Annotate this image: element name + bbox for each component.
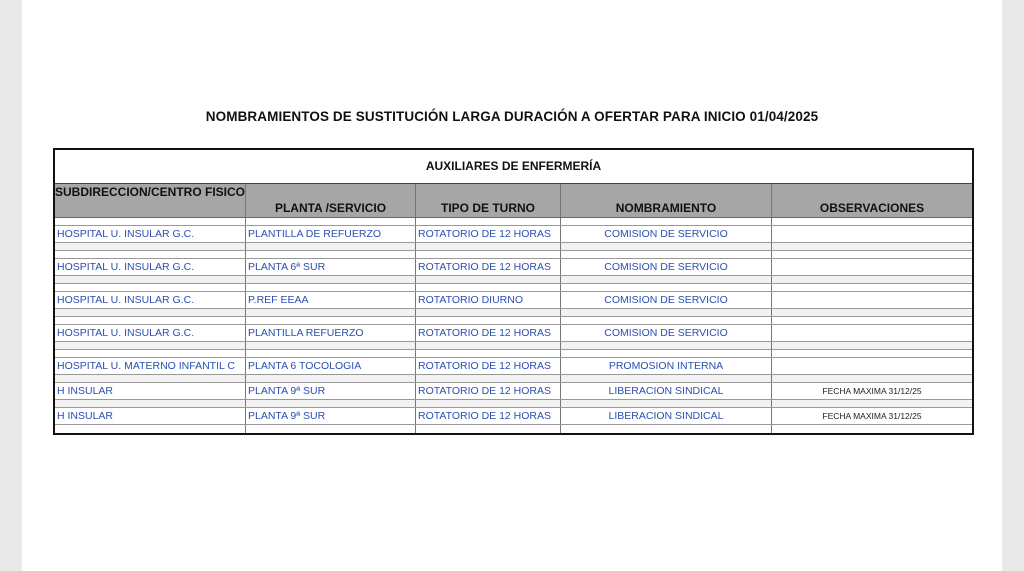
cell-observaciones [772,226,972,242]
document-title: NOMBRAMIENTOS DE SUSTITUCIÓN LARGA DURACIÓN A OFERTAR PARA INICIO 01/04/2025 [205,109,819,124]
header-turno: TIPO DE TURNO [416,184,561,217]
cell-observaciones: FECHA MAXIMA 31/12/25 [822,386,922,396]
cell-observaciones [772,325,972,341]
cell-planta: PLANTA 6 TOCOLOGIA [246,358,416,374]
cell-observaciones [772,358,972,374]
document-page [22,0,1002,571]
spacer-row [55,342,972,350]
cell-nombramiento: COMISION DE SERVICIO [561,325,772,341]
header-planta: PLANTA /SERVICIO [246,184,416,217]
table-row [55,226,972,243]
spacer-row [55,309,972,317]
spacer-row [55,251,972,259]
cell-centro: HOSPITAL U. INSULAR G.C. [55,292,246,308]
spacer-row [55,243,972,251]
cell-turno: ROTATORIO DE 12 HORAS [416,325,561,341]
cell-centro: H INSULAR [55,408,246,424]
cell-observaciones: FECHA MAXIMA 31/12/25 [822,411,922,421]
spacer-row [55,284,972,292]
cell-planta: PLANTA 6ª SUR [246,259,416,275]
cell-centro: HOSPITAL U. INSULAR G.C. [55,226,246,242]
cell-planta: P.REF EEAA [246,292,416,308]
cell-centro: H INSULAR [55,383,246,399]
cell-turno: ROTATORIO DE 12 HORAS [416,408,561,424]
table-row [55,292,972,309]
cell-planta: PLANTILLA DE REFUERZO [246,226,416,242]
cell-planta: PLANTA 9ª SUR [246,383,416,399]
cell-nombramiento: PROMOSION INTERNA [561,358,772,374]
cell-nombramiento: COMISION DE SERVICIO [561,226,772,242]
cell-centro: HOSPITAL U. MATERNO INFANTIL C [55,358,246,374]
table-row [55,259,972,276]
section-heading: AUXILIARES DE ENFERMERÍA [55,150,972,184]
spacer-row [55,276,972,284]
spacer-row [55,218,972,226]
cell-turno: ROTATORIO DE 12 HORAS [416,259,561,275]
cell-centro: HOSPITAL U. INSULAR G.C. [55,259,246,275]
cell-turno: ROTATORIO DE 12 HORAS [416,358,561,374]
cell-nombramiento: LIBERACION SINDICAL [561,408,772,424]
table-row [55,358,972,375]
cell-nombramiento: LIBERACION SINDICAL [561,383,772,399]
table-row [55,383,972,400]
spacer-row [55,317,972,325]
header-observaciones: OBSERVACIONES [819,201,925,215]
header-centro: SUBDIRECCION/CENTRO FISICO [55,184,246,217]
spacer-row [55,350,972,358]
cell-centro: HOSPITAL U. INSULAR G.C. [55,325,246,341]
cell-observaciones [772,292,972,308]
table-row [55,408,972,425]
cell-nombramiento: COMISION DE SERVICIO [561,292,772,308]
appointments-table [53,148,974,435]
table-header-row [55,184,972,218]
spacer-row [55,375,972,383]
cell-turno: ROTATORIO DE 12 HORAS [416,226,561,242]
cell-turno: ROTATORIO DIURNO [416,292,561,308]
cell-planta: PLANTA 9ª SUR [246,408,416,424]
spacer-row [55,425,972,433]
cell-nombramiento: COMISION DE SERVICIO [561,259,772,275]
cell-planta: PLANTILLA REFUERZO [246,325,416,341]
cell-observaciones [772,259,972,275]
cell-turno: ROTATORIO DE 12 HORAS [416,383,561,399]
spacer-row [55,400,972,408]
table-row [55,325,972,342]
header-nombramiento: NOMBRAMIENTO [561,184,772,217]
